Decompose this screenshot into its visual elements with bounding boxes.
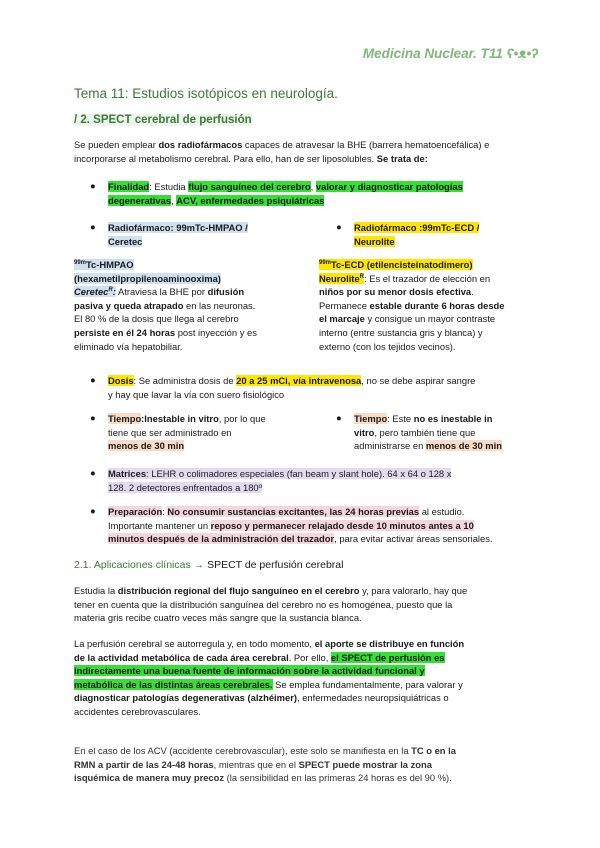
bear-face-icon: ʕ•ᴥ•ʔ <box>506 46 538 61</box>
intro-paragraph: Se pueden emplear dos radiofármacos capaces de atravesar la BHE (barrera hematoencefálica) e incorporarse al metabolismo cerebral. Para ello, han de ser liposolubles. Se trata de: <box>74 139 490 164</box>
finalidad-item: Finalidad: Estudia flujo sanguíneo del cerebro, valorar y diagnosticar patologías degenerativas, ACV, enfermedades psiquiátricas <box>108 181 463 206</box>
bullet-icon: ● <box>90 374 96 385</box>
radiofarmaco-right: Radiofármaco :99mTc-ECD / Neurolite <box>354 222 480 247</box>
paragraph-distribution: Estudia la distribución regional del flujo sanguíneo en el cerebro y, para valorarlo, hay que tener en cuenta que la distribución sanguínea del cerebro no es homogénea, puesto que la materia gris recibe cuatro veces más sangre que la sustancia blanca. <box>74 585 468 624</box>
preparacion-item: Preparación: No consumir sustancias excitantes, las 24 horas previas al estudio. Importante mantener un reposo y permanecer relajado desde 10 minutos antes a 10 minutos después de la administración del trazador, para evitar activar áreas sensoriales. <box>108 506 493 545</box>
topic-title: Tema 11: Estudios isotópicos en neurología. <box>74 86 338 101</box>
paragraph-perfusion: La perfusión cerebral se autorregula y, en todo momento, el aporte se distribuye en función de la actividad metabólica de cada área cerebral. Por ello, el SPECT de perfusión es indirectamente una buena fuente de información sobre la actividad funcional y metabólica de las distintas áreas cerebrales. Se emplea fundamentalmente, para valorar y diagnosticar patologías degenerativas (alzhéimer), enfermedades neuropsiquiátricas o accidentes cerebrovasculares. <box>74 638 465 717</box>
section-title: / 2. SPECT cerebral de perfusión <box>74 114 252 126</box>
bullet-icon: ● <box>90 467 96 478</box>
radiofarmaco-left: Radiofármaco: 99mTc-HMPAO / Ceretec <box>108 222 248 247</box>
ecd-block: $^{99m}$Tc-ECD (etilencisteinatodimero) Neurolite$^R$: Es el trazador de elección en niños por su menor dosis efectiva. Permanece estable durante 6 horas desde el marcaje y consigue un mayor contraste interno (entre sustancia gris y blanca) y externo (con los tejidos vecinos). <box>319 259 505 352</box>
tiempo-right: Tiempo: Este no es inestable in vitro, pero también tiene que administrarse en menos de 30 min <box>354 413 502 452</box>
bullet-icon: ● <box>90 180 96 191</box>
bullet-icon: ● <box>90 221 96 232</box>
bullet-icon: ● <box>90 412 96 423</box>
bullet-icon: ● <box>336 221 342 232</box>
paragraph-acv: En el caso de los ACV (accidente cerebrovascular), este solo se manifiesta en la TC o en la RMN a partir de las 24-48 horas, mientras que en el SPECT puede mostrar la zona isquémica de manera muy precoz (la sensibilidad en las primeras 24 horas es del 90 %). <box>74 745 456 784</box>
bullet-icon: ● <box>90 505 96 516</box>
hmpao-block: $^{99m}$Tc-HMPAO (hexametilpropilenoaminooxima) Ceretec$^R$: Atraviesa la BHE por difusión pasiva y queda atrapado en las neuronas. El 80 % de la dosis que llega al cerebro persiste en él 24 horas post inyección y es eliminado vía hepatobiliar. <box>74 259 257 352</box>
matrices-item: Matrices: LEHR o colimadores especiales (fan beam y slant hole). 64 x 64 o 128 x 128. 2 detectores enfrentados a 180º <box>108 468 452 493</box>
bullet-icon: ● <box>336 412 342 423</box>
dosis-item: Dosis: Se administra dosis de 20 a 25 mCi, vía intravenosa, no se debe aspirar sangre y hay que lavar la vía con suero fisiológico <box>108 375 476 400</box>
tiempo-left: Tiempo:Inestable in vitro, por lo que tiene que ser administrado en menos de 30 min <box>108 413 266 452</box>
page-header: Medicina Nuclear. T11 ʕ•ᴥ•ʔ <box>362 46 538 61</box>
subsection-title: 2.1. Aplicaciones clínicas → SPECT de perfusión cerebral <box>74 559 344 571</box>
